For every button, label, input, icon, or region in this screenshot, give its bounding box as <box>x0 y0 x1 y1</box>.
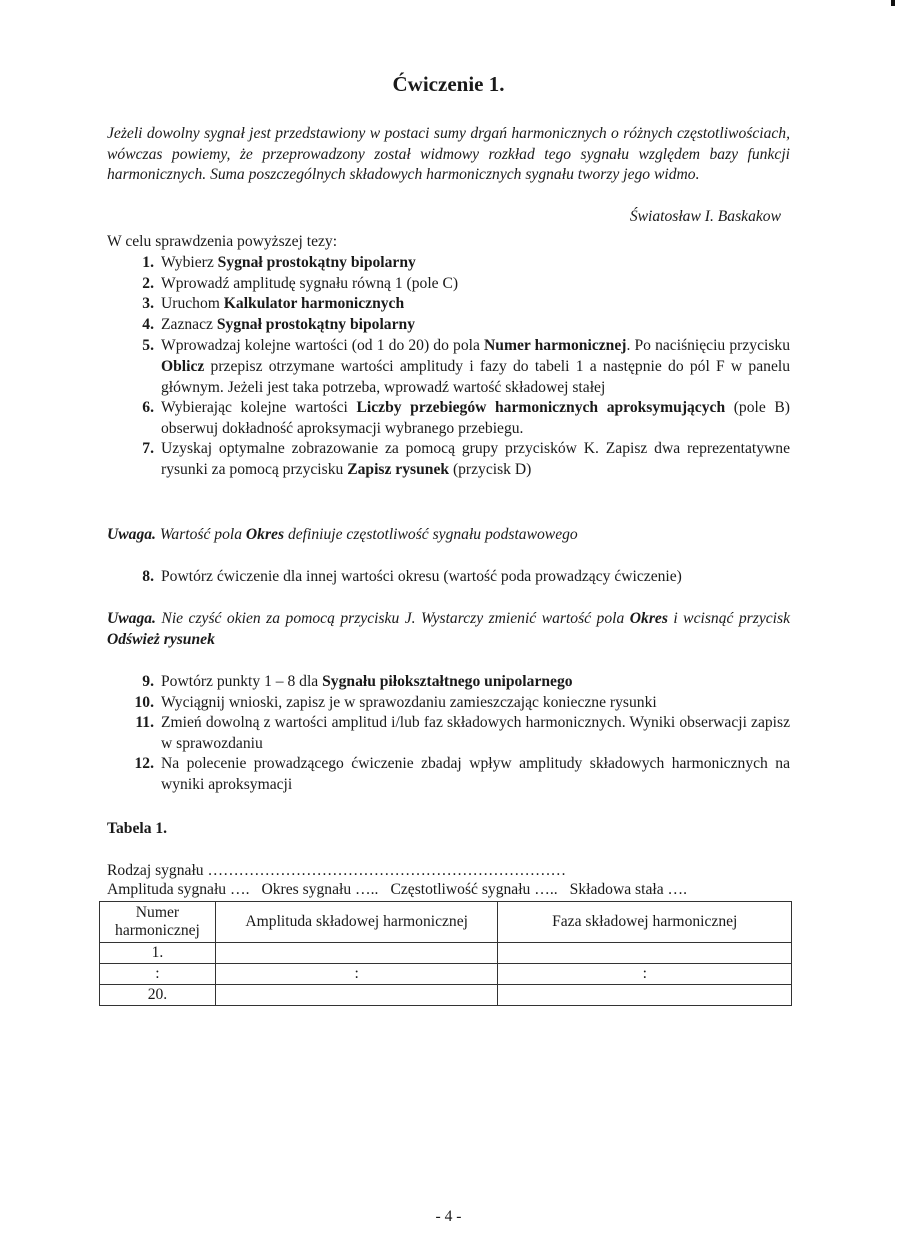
steps-list <box>107 253 790 481</box>
table-cell: 1. <box>100 943 216 964</box>
signal-amplitude: Amplituda sygnału …. <box>107 881 250 898</box>
table-row <box>100 943 792 964</box>
list-item: 11. Zmień dowolną z wartości amplitud i/lub faz składowych harmonicznych. Wyniki obserwacji zapisz w sprawozdaniu <box>135 714 790 752</box>
page-number: - 4 - <box>435 1208 462 1225</box>
header-amplitude: Amplituda składowej harmonicznej <box>215 902 498 943</box>
signal-type-line: Rodzaj sygnału …………………………………………………………… <box>107 862 567 879</box>
header-harmonic-number: Numer harmonicznej <box>100 902 216 943</box>
list-item: 5. Wprowadzaj kolejne wartości (od 1 do 20) do pola Numer harmonicznej. Po naciśnięciu przycisku Oblicz przepisz otrzymane wartości amplitudy i fazy do tabeli 1 a następnie do pól F w panelu głównym. Jeżeli jest taka potrzeba, wprowadź wartość składowej stałej <box>142 337 790 396</box>
table-cell: 20. <box>100 985 216 1006</box>
signal-frequency: Częstotliwość sygnału ….. <box>390 881 558 898</box>
signal-period: Okres sygnału ….. <box>261 881 379 898</box>
step8-list <box>107 567 790 588</box>
quote-text: Jeżeli dowolny sygnał jest przedstawiony w postaci sumy drgań harmonicznych o różnych częstotliwościach, wówczas powiemy, że przeprowadzony został widmowy rozkład tego sygnału względem bazy funkcji harmonicznych. Suma poszczególnych składowych harmonicznych sygnału tworzy jego widmo. <box>107 125 790 183</box>
list-item: 8. Powtórz ćwiczenie dla innej wartości okresu (wartość poda prowadzący ćwiczenie) <box>142 568 682 585</box>
table-cell: : <box>498 964 792 985</box>
table-cell: : <box>215 964 498 985</box>
signal-dc: Składowa stała …. <box>569 881 688 898</box>
list-item: 6. Wybierając kolejne wartości Liczby przebiegów harmonicznych aproksymujących (pole B) obserwuj dokładność aproksymacji wybranego przebiegu. <box>142 399 790 437</box>
list-item: 3. Uruchom Kalkulator harmonicznych <box>142 295 405 313</box>
list-item: 10. Wyciągnij wnioski, zapisz je w sprawozdaniu zamieszczając konieczne rysunki <box>134 693 657 711</box>
list-item: 2. Wprowadź amplitudę sygnału równą 1 (pole C) <box>142 274 459 292</box>
page-title: Ćwiczenie 1. <box>392 72 505 96</box>
list-item: 4. Zaznacz Sygnał prostokątny bipolarny <box>142 315 415 333</box>
quote-author: Światosław I. Baskakow <box>629 208 781 225</box>
note-refresh: Uwaga. Nie czyść okien za pomocą przycisku J. Wystarczy zmienić wartość pola Okres i wcisnąć przycisk Odśwież rysunek <box>107 610 790 648</box>
note-period: Uwaga. Wartość pola Okres definiuje częstotliwość sygnału podstawowego <box>107 526 578 543</box>
table-row <box>100 985 792 1006</box>
table-heading: Tabela 1. <box>107 820 168 837</box>
list-item: 1. Wybierz Sygnał prostokątny bipolarny <box>142 254 416 271</box>
table-cell <box>498 985 792 1006</box>
list-item: 12. Na polecenie prowadzącego ćwiczenie zbadaj wpływ amplitudy składowych harmonicznych na wyniki aproksymacji <box>134 755 790 793</box>
table-cell <box>215 985 498 1006</box>
list-item: 9. Powtórz punkty 1 – 8 dla Sygnału piłokształtnego unipolarnego <box>142 673 573 690</box>
table-header-row <box>100 902 792 943</box>
table-cell <box>215 943 498 964</box>
table-cell <box>498 943 792 964</box>
harmonics-table <box>99 901 792 1006</box>
header-phase: Faza składowej harmonicznej <box>498 902 792 943</box>
list-item: 7. Uzyskaj optymalne zobrazowanie za pomocą grupy przycisków K. Zapisz dwa reprezentatywne rysunki za pomocą przycisku Zapisz rysunek (przycisk D) <box>142 440 790 478</box>
intro-text: W celu sprawdzenia powyższej tezy: <box>107 233 338 250</box>
scan-speck <box>891 0 895 6</box>
signal-params-line <box>107 881 699 899</box>
table-row <box>100 964 792 985</box>
table-cell: : <box>100 964 216 985</box>
steps-list-2 <box>107 672 790 796</box>
